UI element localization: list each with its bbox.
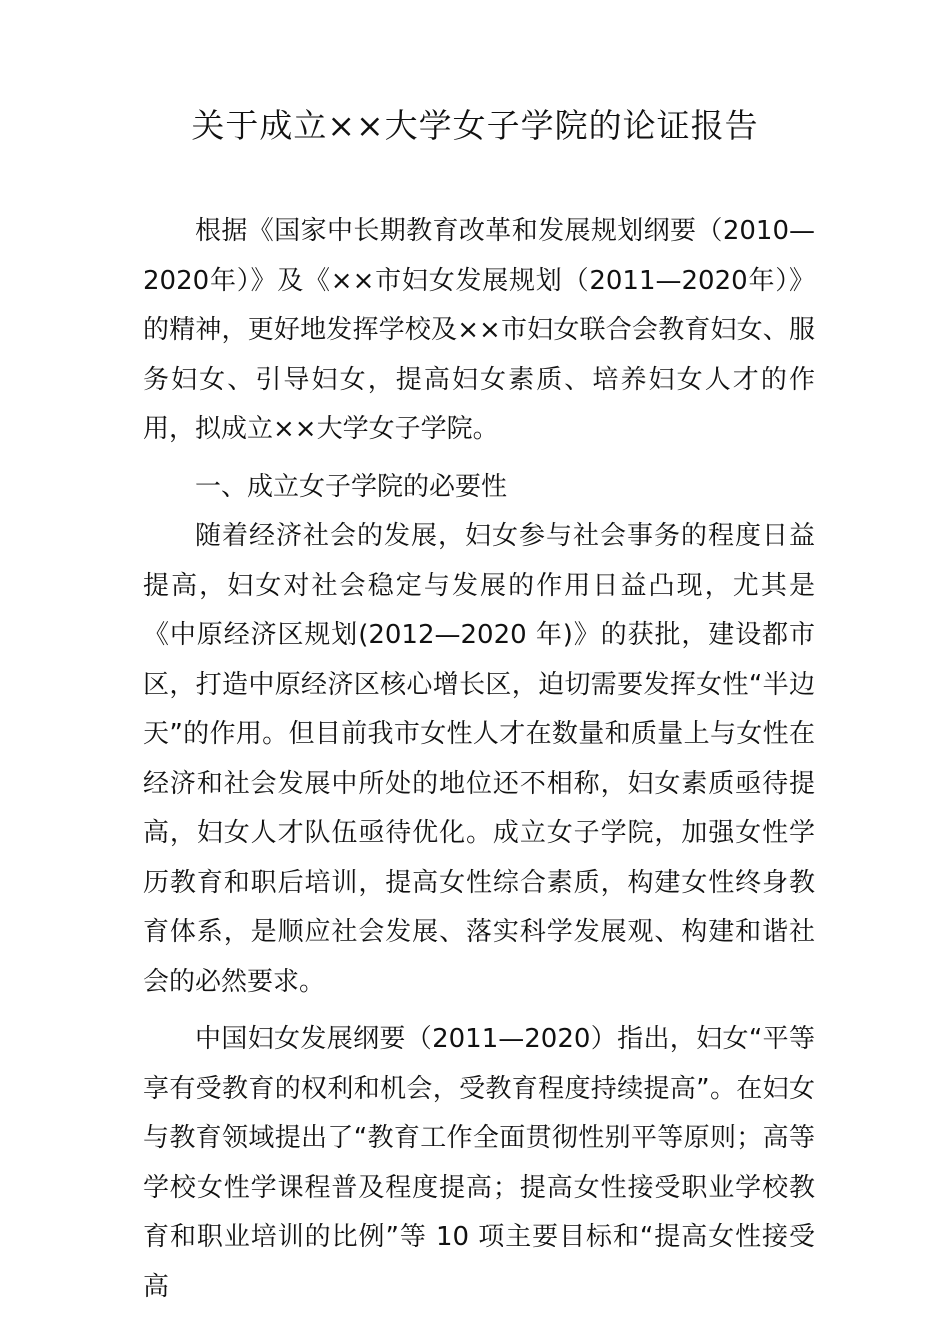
document-title: 关于成立××大学女子学院的论证报告: [191, 106, 759, 145]
paragraph-intro: 根据《国家中长期教育改革和发展规划纲要（2010—2020年）》及《××市妇女发展规划（2011—2020年）》的精神，更好地发挥学校及××市妇女联合会教育妇女、服务妇女、引导妇女，提高妇女素质、培养妇女人才的作用，拟成立××大学女子学院。: [143, 216, 815, 444]
section-heading-necessity: 一、成立女子学院的必要性: [195, 471, 508, 502]
document-body: [143, 207, 815, 1312]
paragraph-necessity: 随着经济社会的发展，妇女参与社会事务的程度日益提高，妇女对社会稳定与发展的作用日益凸现，尤其是《中原经济区规划(2012—2020 年)》的获批，建设都市区，打造中原经济区核心增长区，迫切需要发挥女性“半边天”的作用。但目前我市女性人才在数量和质量上与女性在经济和社会发展中所处的地位还不相称，妇女素质亟待提高，妇女人才队伍亟待优化。成立女子学院，加强女性学历教育和职后培训，提高女性综合素质，构建女性终身教育体系，是顺应社会发展、落实科学发展观、构建和谐社会的必然要求。: [143, 521, 815, 997]
paragraph-outline: 中国妇女发展纲要（2011—2020）指出，妇女“平等享有受教育的权利和机会，受教育程度持续提高”。在妇女与教育领域提出了“教育工作全面贯彻性别平等原则；高等学校女性学课程普及程度提高；提高女性接受职业学校教育和职业培训的比例”等 10 项主要目标和“提高女性接受高: [143, 1024, 815, 1302]
